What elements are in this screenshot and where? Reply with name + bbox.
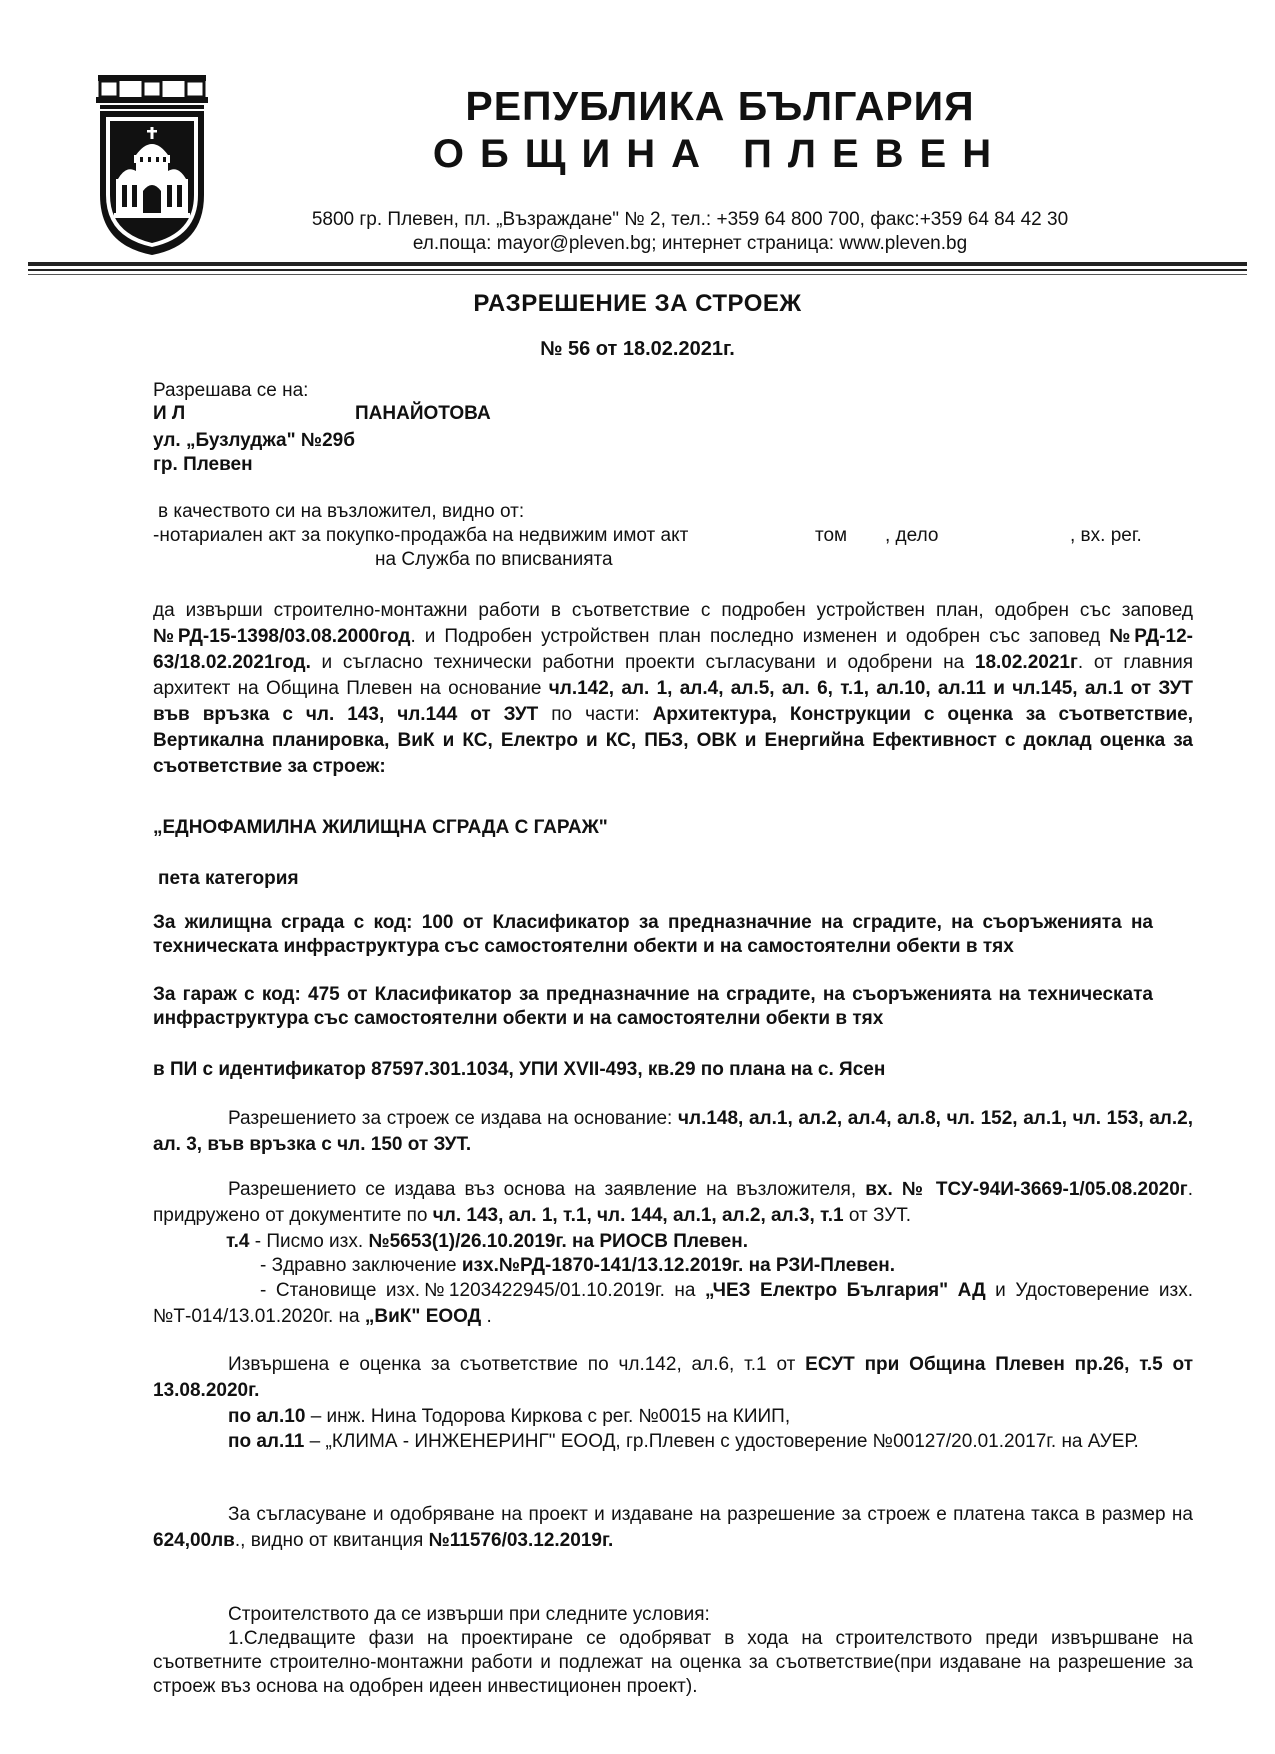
condition-item-1: 1.Следващите фази на проектиране се одобряват в хода на строителството преди извършване на съответните строително-монтажни работи и подлежат на оценка за съответствие(при издаване на разрешение за строеж въз основа на одобрен идеен инвестиционен проект). — [153, 1628, 1193, 1697]
application-paragraph: Разрешението се издава въз основа на заявление на възложителя, вх. № ТСУ-94И-3669-1/05.08.2020г. придружено от документите по чл. 143, ал. 1, т.1, чл. 144, ал.1, ал.2, ал.3, т.1 от ЗУТ. — [153, 1179, 1193, 1226]
notary-case-label: , дело — [885, 525, 939, 546]
plot-location: в ПИ с идентификатор 87597.301.1034, УПИ XVII-493, кв.29 по плана на с. Ясен — [153, 1059, 886, 1080]
assessment-al10-line: по ал.10 – инж. Нина Тодорова Киркова с рег. №0015 на КИИП, — [228, 1406, 791, 1427]
document-title: РАЗРЕШЕНИЕ ЗА СТРОЕЖ — [473, 290, 802, 317]
document-number: № 56 от 18.02.2021г. — [540, 338, 735, 360]
contact-block — [240, 208, 1140, 256]
grantee-initials: И Л — [153, 403, 186, 424]
capacity-line: в качеството си на възложител, видно от: — [158, 501, 525, 522]
notary-act-line: -нотариален акт за покупко-продажба на недвижим имот акт — [153, 525, 689, 546]
grantee-street: ул. „Бузлуджа" №29б — [153, 430, 355, 451]
header-divider — [28, 269, 1247, 271]
works-paragraph: да извърши строително-монтажни работи в съответствие с подробен устройствен план, одобрен със заповед №РД-15-1398/03.08.2000год. и Подробен устройствен план последно изменен и одобрен със заповед №РД-12-63/18.02.2021год. и съгласно технически работни проекти съгласувани и одобрени на 18.02.2021г. от главния архитект на Община Плевен на основание чл.142, ал. 1, ал.4, ал.5, ал. 6, т.1, ал.10, ал.11 и чл.145, ал.1 от ЗУТ във връзка с чл. 143, чл.144 от ЗУТ по части: Архитектура, Конструкции с оценка за съответствие, Вертикална планировка, ВиК и КС, Електро и КС, ПБЗ, ОВК и Енергийна Ефективност с доклад оценка за съответствие за строеж: — [153, 600, 1194, 777]
country-heading: РЕПУБЛИКА БЪЛГАРИЯ — [465, 83, 975, 129]
riosv-letter-line: т.4 - Писмо изх. №5653(1)/26.10.2019г. на РИОСВ Плевен. — [226, 1231, 748, 1252]
notary-reg-label: , вх. рег. — [1070, 525, 1142, 546]
garage-classifier-code: За гараж с код: 475 от Класификатор за предназначние на сградите, на съоръженията на техническата инфраструктура със самостоятелни обекти и на самостоятелни обекти в тях — [153, 984, 1153, 1029]
legal-basis-paragraph: Разрешението за строеж се издава на основание: чл.148, ал.1, ал.2, ал.4, ал.8, чл. 152, ал.1, чл. 153, ал.2, ал. 3, във връзка с чл. 150 от ЗУТ. — [153, 1108, 1194, 1155]
email-web-line: ел.поща: mayor@pleven.bg; интернет страница: www.pleven.bg — [412, 233, 968, 254]
address-line: 5800 гр. Плевен, пл. „Възраждане" № 2, тел.: +359 64 800 700, факс:+359 64 84 42 30 — [311, 209, 1069, 230]
house-classifier-code: За жилищна сграда с код: 100 от Класификатор за предназначние на сградите, на съоръженията на техническата инфраструктура със самостоятелни обекти и на самостоятелни обекти в тях — [153, 912, 1153, 957]
object-name: „ЕДНОФАМИЛНА ЖИЛИЩНА СГРАДА С ГАРАЖ" — [153, 817, 608, 838]
grantee-surname: ПАНАЙОТОВА — [355, 403, 491, 424]
health-opinion-line: - Здравно заключение изх.№РД-1870-141/13.12.2019г. на РЗИ-Плевен. — [260, 1255, 896, 1276]
pleven-coat-of-arms-icon — [96, 75, 208, 257]
registry-office-line: на Служба по вписванията — [375, 549, 613, 570]
municipality-heading: ОБЩИНА ПЛЕВЕН — [432, 132, 1008, 176]
assessment-al11-paragraph: по ал.11 – „КЛИМА - ИНЖЕНЕРИНГ" ЕООД, гр.Плевен с удостоверение №00127/20.01.2017г. на АУЕР. — [228, 1431, 1139, 1452]
header-divider — [28, 274, 1247, 275]
fee-paragraph: За съгласуване и одобряване на проект и издаване на разрешение за строеж е платена такса в размер на 624,00лв., видно от квитанция №11576/03.12.2019г. — [153, 1504, 1193, 1551]
header-divider — [28, 262, 1247, 266]
utility-opinions-paragraph: - Становище изх.№1203422945/01.10.2019г. на „ЧЕЗ Електро България" АД и Удостоверение изх.№Т-014/13.01.2020г. на „ВиК" ЕООД . — [153, 1280, 1194, 1327]
assessment-paragraph: Извършена е оценка за съответствие по чл.142, ал.6, т.1 от ЕСУТ при Община Плевен пр.26, т.5 от 13.08.2020г. — [153, 1354, 1193, 1401]
grantee-intro: Разрешава се на: — [153, 380, 309, 401]
notary-volume-label: том — [815, 525, 848, 546]
object-category: пета категория — [158, 868, 299, 889]
conditions-intro: Строителството да се извърши при следните условия: — [228, 1604, 710, 1625]
grantee-city: гр. Плевен — [153, 454, 253, 475]
